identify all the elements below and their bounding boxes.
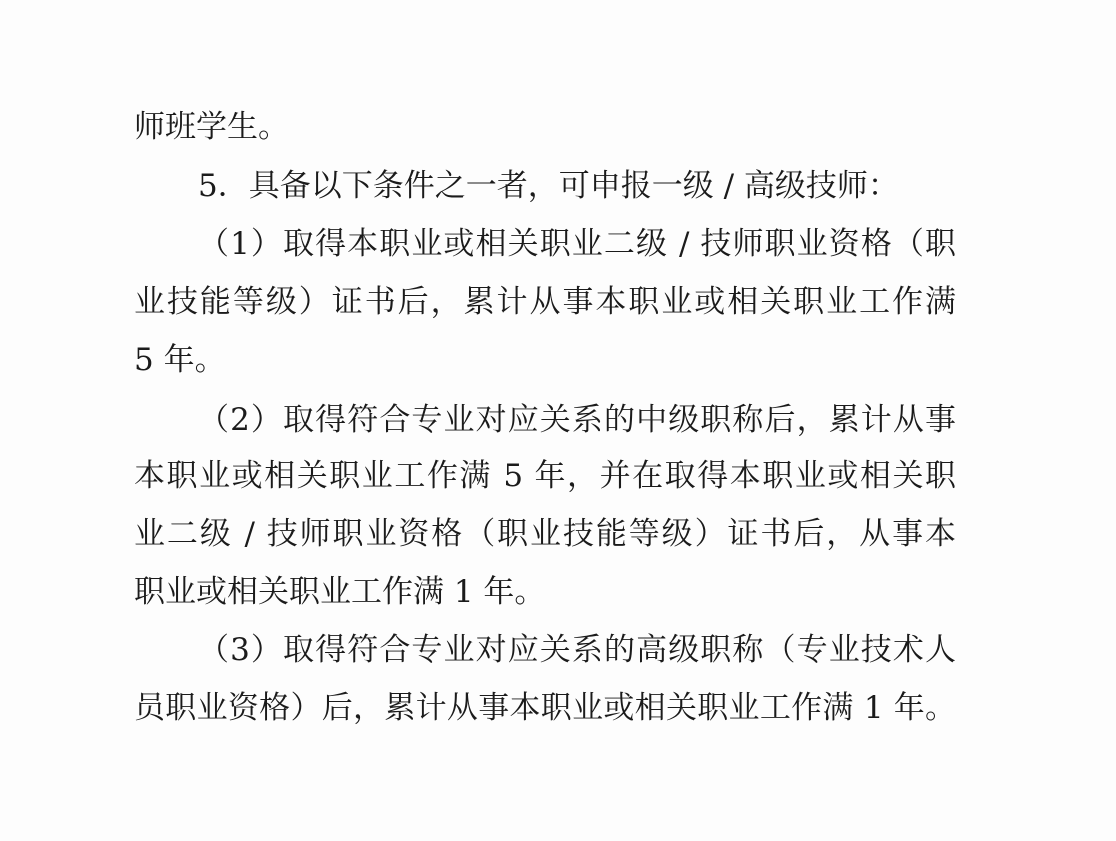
text-line: 员职业资格）后，累计从事本职业或相关职业工作满 1 年。 xyxy=(134,690,956,726)
text-line: 师班学生。 xyxy=(134,109,289,145)
text-line: 业二级 / 技师职业资格（职业技能等级）证书后，从事本 xyxy=(134,516,956,552)
text-line: 职业或相关职业工作满 1 年。 xyxy=(134,574,546,610)
text-line: 5．具备以下条件之一者，可申报一级 / 高级技师： xyxy=(198,168,899,204)
text-line: 本职业或相关职业工作满 5 年，并在取得本职业或相关职 xyxy=(134,458,956,494)
text-line: （1）取得本职业或相关职业二级 / 技师职业资格（职 xyxy=(198,226,956,262)
text-line: 5 年。 xyxy=(134,342,226,378)
text-line: 业技能等级）证书后，累计从事本职业或相关职业工作满 xyxy=(134,284,956,320)
text-line: （3）取得符合专业对应关系的高级职称（专业技术人 xyxy=(198,632,956,668)
text-line: （2）取得符合专业对应关系的中级职称后，累计从事 xyxy=(198,402,956,438)
